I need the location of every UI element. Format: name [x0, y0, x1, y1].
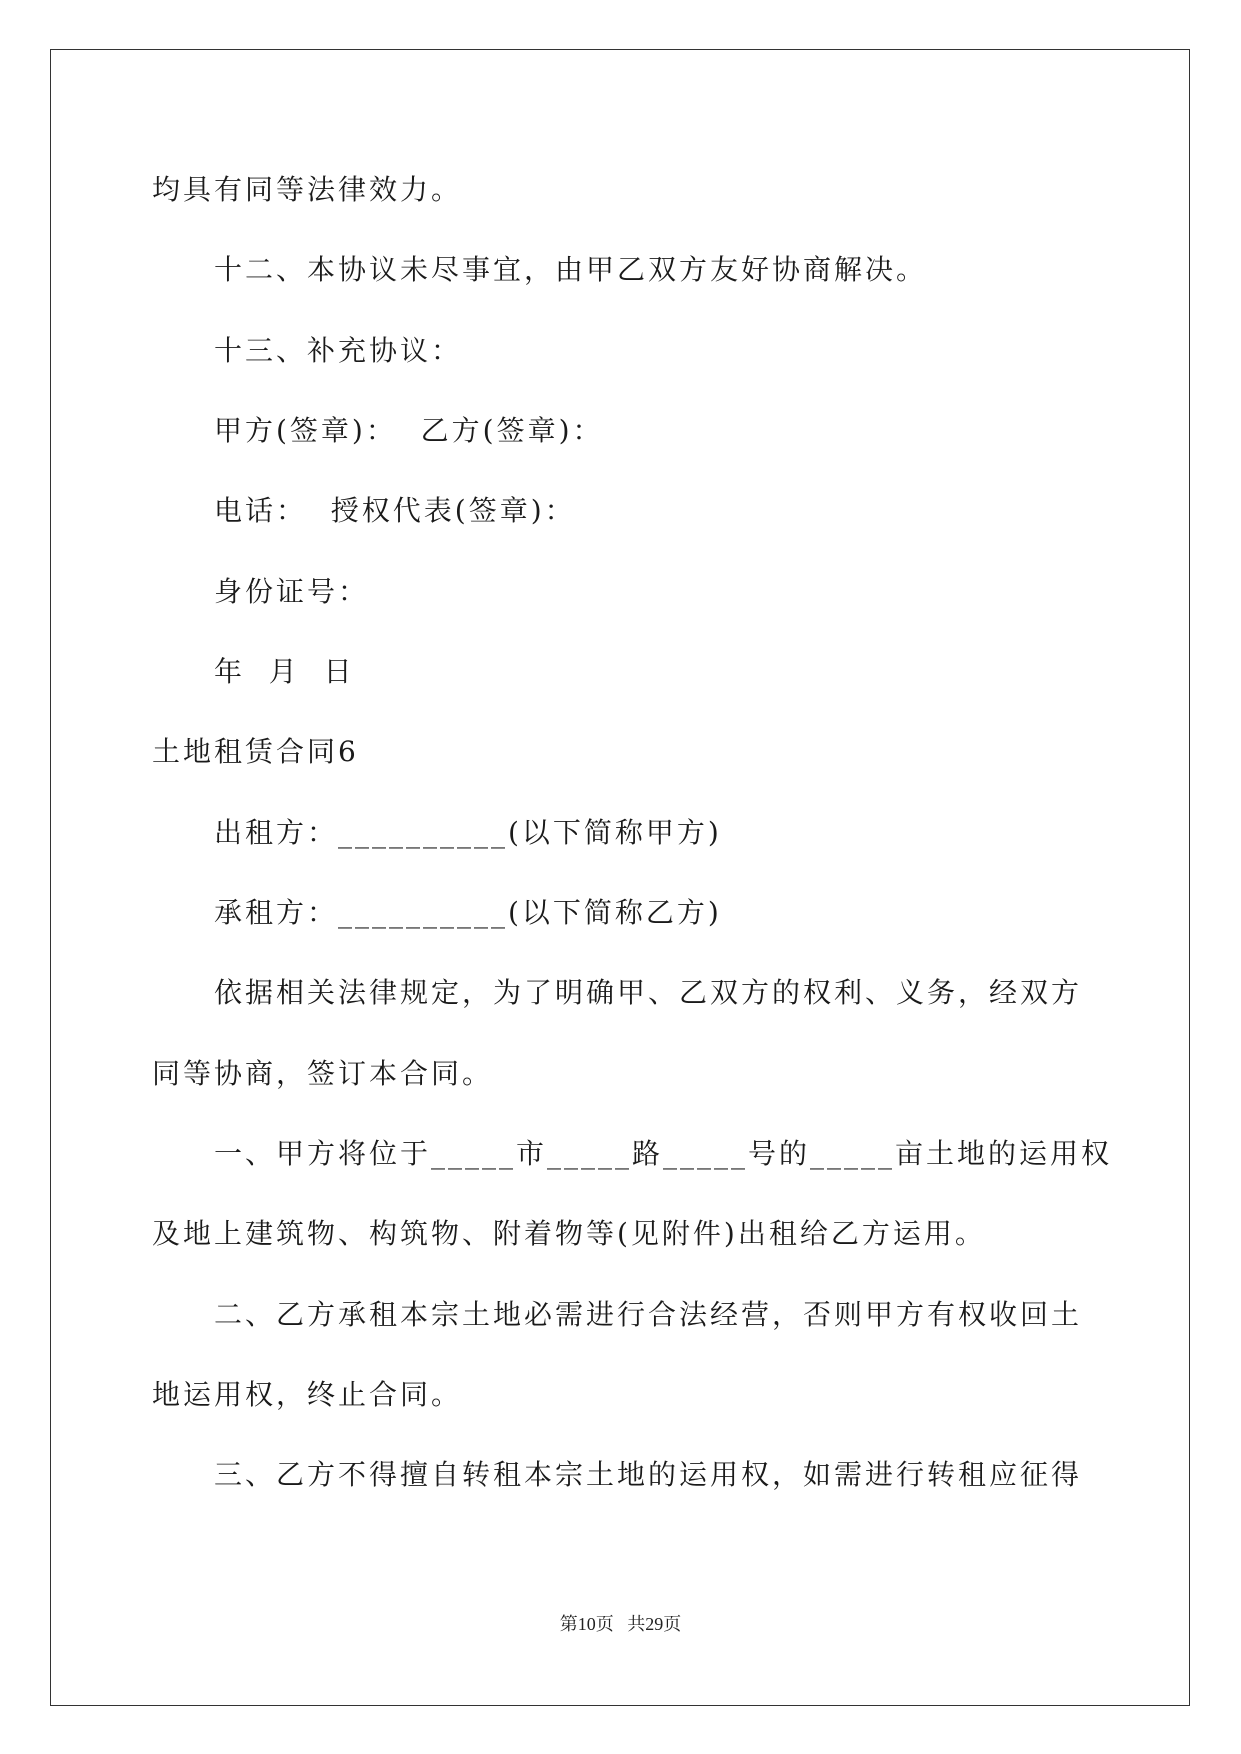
paragraph-line: 承租方：__________(以下简称乙方)	[214, 896, 722, 929]
signature-line-id: 身份证号：	[214, 575, 370, 608]
paragraph-line: 出租方：__________(以下简称甲方)	[214, 816, 722, 849]
paragraph-line: 十二、本协议未尽事宜，由甲乙双方友好协商解决。	[214, 253, 928, 286]
paragraph-line: 及地上建筑物、构筑物、附着物等(见附件)出租给乙方运用。	[152, 1217, 986, 1250]
paragraph-line: 三、乙方不得擅自转租本宗土地的运用权，如需进行转租应征得	[214, 1458, 1083, 1491]
section-heading: 土地租赁合同6	[152, 735, 359, 768]
paragraph-line: 二、乙方承租本宗土地必需进行合法经营，否则甲方有权收回土	[214, 1298, 1083, 1331]
paragraph-line: 同等协商，签订本合同。	[152, 1057, 494, 1090]
signature-line-phone: 电话： 授权代表(签章)：	[214, 494, 576, 527]
paragraph-line: 依据相关法律规定，为了明确甲、乙双方的权利、义务，经双方	[214, 976, 1083, 1009]
paragraph-line: 一、甲方将位于_____市_____路_____号的_____亩土地的运用权	[214, 1137, 1113, 1170]
signature-line-parties: 甲方(签章)： 乙方(签章)：	[214, 414, 604, 447]
paragraph-line: 十三、补充协议：	[214, 334, 463, 367]
signature-line-date: 年 月 日	[214, 655, 355, 688]
page-indicator: 第10页 共29页	[559, 1614, 682, 1634]
paragraph-line: 均具有同等法律效力。	[152, 173, 463, 206]
paragraph-line: 地运用权，终止合同。	[152, 1378, 463, 1411]
